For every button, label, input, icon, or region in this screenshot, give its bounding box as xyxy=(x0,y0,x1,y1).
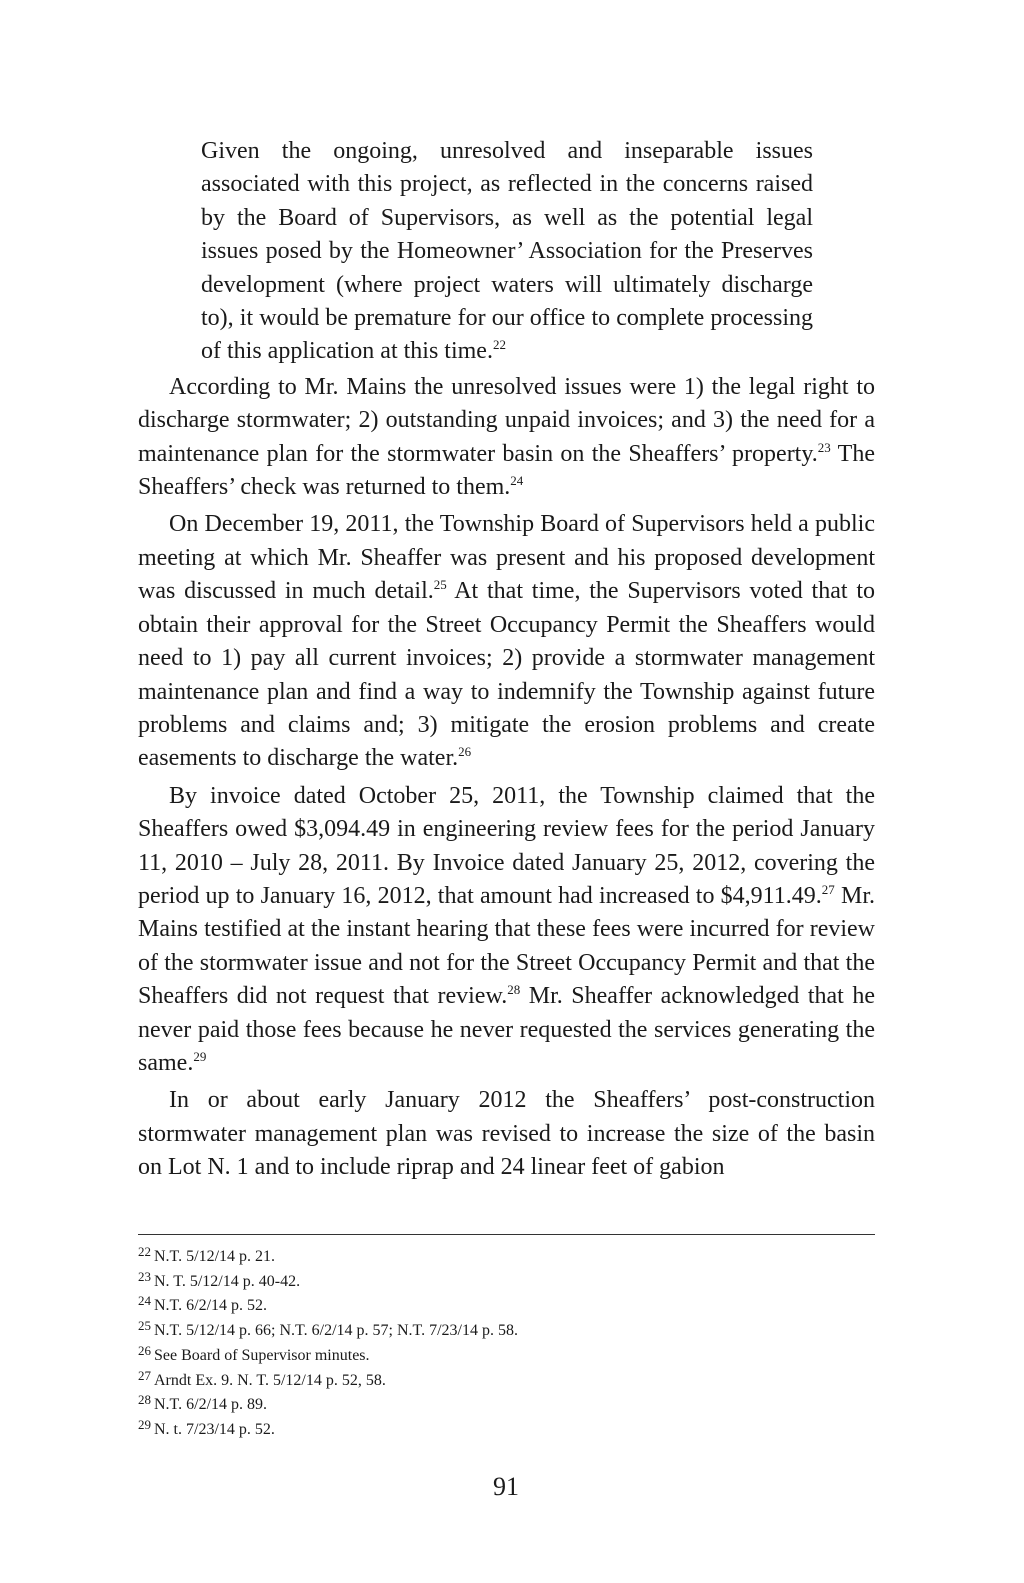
footnote-ref-29[interactable]: 29 xyxy=(193,1048,207,1064)
footnote-text: N. t. 7/23/14 p. 52. xyxy=(154,1420,275,1438)
footnote-number: 23 xyxy=(138,1268,151,1284)
footnote-text: N.T. 6/2/14 p. 89. xyxy=(154,1396,268,1414)
footnote-29 xyxy=(138,1418,875,1443)
footnote-text: See Board of Supervisor minutes. xyxy=(154,1346,370,1364)
page-body xyxy=(138,135,875,1189)
footnote-number: 29 xyxy=(138,1416,151,1432)
footnote-number: 28 xyxy=(138,1392,151,1408)
footnote-number: 26 xyxy=(138,1342,151,1358)
footnote-number: 27 xyxy=(138,1367,151,1383)
footnote-text: N.T. 5/12/14 p. 21. xyxy=(154,1248,276,1265)
footnote-text: N.T. 5/12/14 p. 66; N.T. 6/2/14 p. 57; N.T. 7/23/14 p. 58. xyxy=(154,1322,518,1340)
paragraph-text: On December 19, 2011, the Township Board of Supervisors held a public meeting at which Mr. Sheaffer was present and his proposed development was discussed in much detail. xyxy=(138,511,875,605)
paragraph-text: At that time, the Supervisors voted that to obtain their approval for the Street Occupancy Permit the Sheaffers would need to 1) pay all current invoices; 2) provide a stormwater management maintenance plan and find a way to indemnify the Township against future problems and claims and; 3) mitigate the erosion problems and create easements to discharge the water. xyxy=(138,578,875,772)
footnote-27 xyxy=(138,1369,875,1394)
footnote-22 xyxy=(138,1245,875,1270)
footnote-24 xyxy=(138,1294,875,1319)
footnote-ref-25[interactable]: 25 xyxy=(433,577,447,593)
paragraph-text: According to Mr. Mains the unresolved issues were 1) the legal right to discharge stormwater; 2) outstanding unpaid invoices; and 3) the need for a maintenance plan for the stormwater basin on the Sheaffers’ property. xyxy=(138,373,875,467)
footnote-number: 25 xyxy=(138,1318,151,1334)
paragraph-text: The Sheaffers’ check was returned to them. xyxy=(138,440,875,501)
footnote-26 xyxy=(138,1344,875,1369)
footnote-text: N. T. 5/12/14 p. 40-42. xyxy=(154,1272,301,1290)
paragraph-text: By invoice dated October 25, 2011, the Township claimed that the Sheaffers owed $3,094.49 in engineering review fees for the period January 11, 2010 – July 28, 2011. By Invoice dated January 25, 2012, covering the period up to January 16, 2012, that amount had increased to $4,911.49. xyxy=(138,782,875,909)
footnote-ref-24[interactable]: 24 xyxy=(510,473,524,489)
paragraph-text: Mr. Sheaffer acknowledged that he never paid those fees because he never requested the services generating the same. xyxy=(138,983,875,1076)
footnote-text: N.T. 6/2/14 p. 52. xyxy=(154,1297,268,1315)
block-quote xyxy=(201,135,813,369)
paragraph-text: In or about early January 2012 the Sheaffers’ post-construction stormwater management plan was revised to increase the size of the basin on Lot N. 1 and to include riprap and 24 linear feet of gabion xyxy=(138,1087,875,1181)
footnote-28 xyxy=(138,1393,875,1418)
footnote-text: Arndt Ex. 9. N. T. 5/12/14 p. 52, 58. xyxy=(154,1371,386,1389)
paragraph-text: Mr. Mains testified at the instant hearing that these fees were incurred for review of the stormwater issue and not for the Street Occupancy Permit and that the Sheaffers did not request that review. xyxy=(138,882,875,1010)
footnote-divider xyxy=(138,1234,875,1235)
paragraph-board-meeting xyxy=(138,508,875,775)
footnote-25 xyxy=(138,1319,875,1344)
footnote-ref-23[interactable]: 23 xyxy=(817,439,831,455)
footnote-23 xyxy=(138,1270,875,1295)
footnote-ref-27[interactable]: 27 xyxy=(821,881,835,897)
paragraph-unresolved-issues xyxy=(138,371,875,505)
footnotes xyxy=(138,1245,875,1443)
footnote-number: 22 xyxy=(138,1244,151,1259)
block-quote-text: Given the ongoing, unresolved and inseparable issues associated with this project, as reflected in the concerns raised by the Board of Supervisors, as well as the potential legal issues posed by the Homeowner’ Association for the Preserves development (where project waters will ultimately discharge to), it would be premature for our office to complete processing of this application at this time. xyxy=(201,138,813,365)
page-number: 91 xyxy=(493,1472,519,1501)
footnote-ref-28[interactable]: 28 xyxy=(507,982,521,998)
footnote-ref-26[interactable]: 26 xyxy=(458,744,472,760)
footnote-ref-22[interactable]: 22 xyxy=(492,337,506,353)
paragraph-invoices xyxy=(138,780,875,1081)
footnote-number: 24 xyxy=(138,1293,151,1309)
paragraph-revised-plan xyxy=(138,1084,875,1184)
